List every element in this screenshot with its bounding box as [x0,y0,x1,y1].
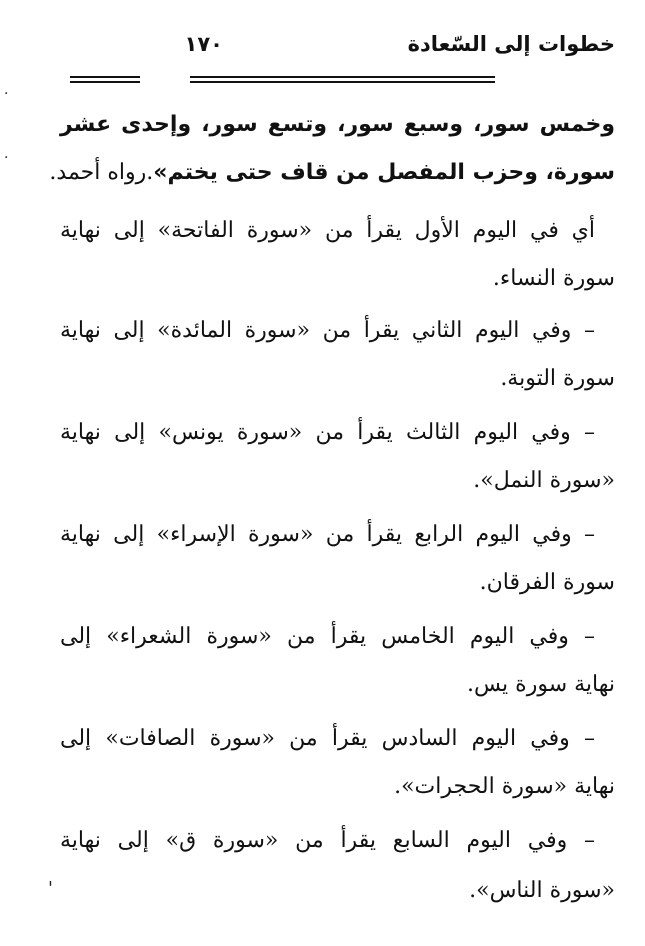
day-4-line-1: – وفي اليوم الرابع يقرأ من «سورة الإسراء» إلى نهاية [60,522,595,547]
hadith-line-2-bold: سورة، وحزب المفصل من قاف حتى يختم» [153,160,615,185]
day-7-line-1: – وفي اليوم السابع يقرأ من «سورة ق» إلى نهاية [60,828,595,853]
day-3-line-1: – وفي اليوم الثالث يقرأ من «سورة يونس» إلى نهاية [60,420,595,445]
header-rule-right [190,76,495,83]
day-3-line-2: «سورة النمل». [473,468,615,493]
header-rule-left [70,76,140,83]
day-6-line-1: – وفي اليوم السادس يقرأ من «سورة الصافات» إلى [60,726,595,751]
intro-line-1: أي في اليوم الأول يقرأ من «سورة الفاتحة» إلى نهاية [60,218,595,243]
hadith-narrator: .رواه أحمد. [49,160,154,185]
page-header [70,28,615,72]
day-7-line-2: «سورة الناس». [469,878,615,903]
day-2-line-2: سورة التوبة. [500,366,615,391]
day-6-line-2: نهاية «سورة الحجرات». [394,774,615,799]
book-title: خطوات إلى السّعادة [407,32,615,56]
page-number: ١٧٠ [184,32,223,56]
day-5-line-1: – وفي اليوم الخامس يقرأ من «سورة الشعراء» إلى [60,624,595,649]
day-4-line-2: سورة الفرقان. [479,570,615,595]
day-5-line-2: نهاية سورة يس. [467,672,615,697]
hadith-line-1: وخمس سور، وسبع سور، وتسع سور، وإحدى عشر [60,112,615,137]
margin-mark: · [4,150,9,166]
margin-mark: ' [48,878,53,899]
hadith-line-2 [49,158,615,188]
intro-line-2: سورة النساء. [492,266,615,291]
margin-mark: · [4,86,9,102]
day-2-line-1: – وفي اليوم الثاني يقرأ من «سورة المائدة» إلى نهاية [60,318,595,343]
